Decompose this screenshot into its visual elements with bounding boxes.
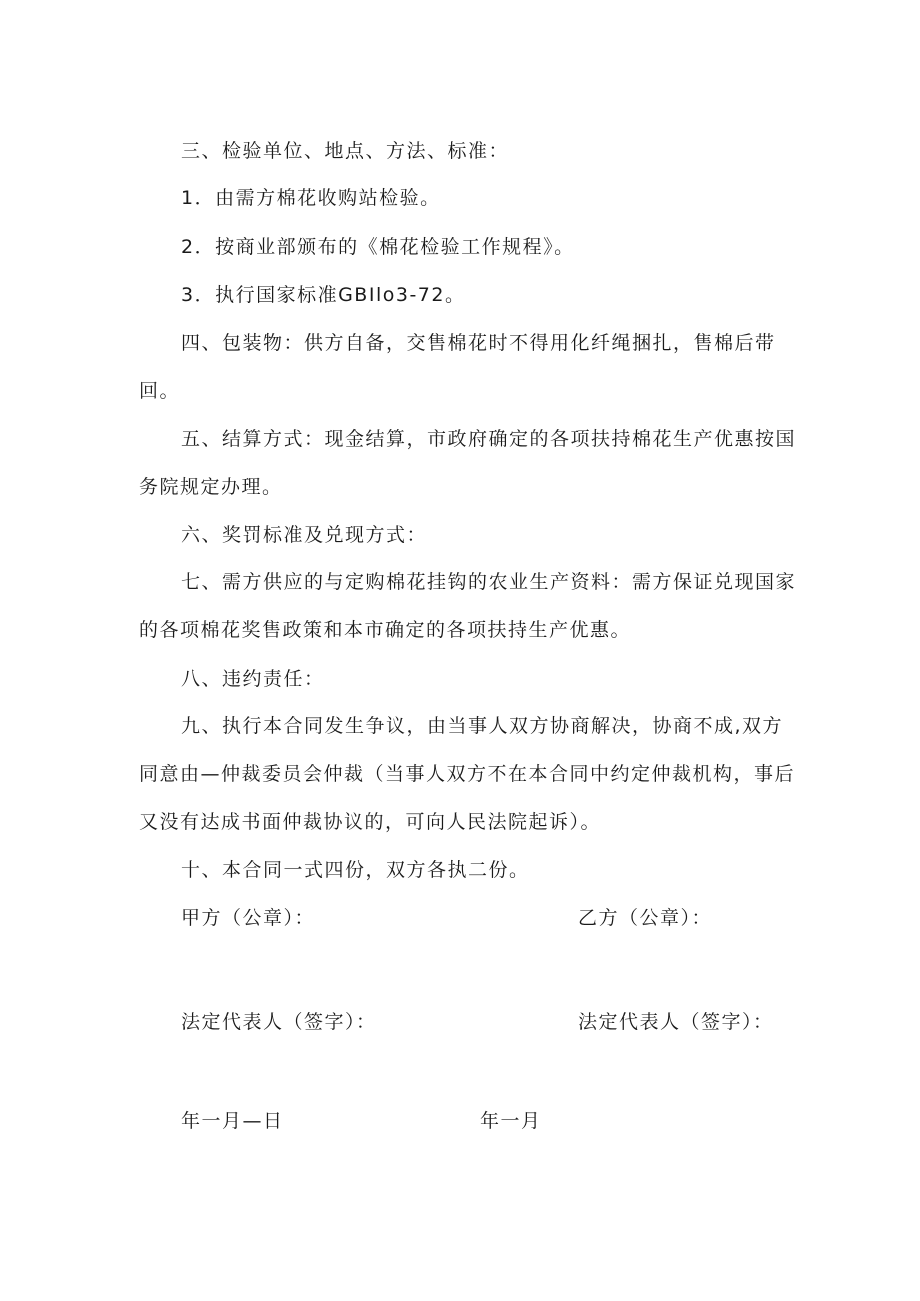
party-b-date: 年一月 bbox=[480, 1110, 542, 1132]
section-4-line-2: 回。 bbox=[139, 380, 181, 402]
section-7-line-2: 的各项棉花奖售政策和本市确定的各项扶持生产优惠。 bbox=[139, 619, 632, 641]
party-a-seal-label: 甲方（公章）： bbox=[181, 907, 316, 929]
party-a-representative-label: 法定代表人（签字）： bbox=[181, 1011, 377, 1033]
section-4-line-1: 四、包装物：供方自备，交售棉花时不得用化纤绳捆扎，售棉后带 bbox=[181, 332, 776, 354]
section-3-title: 三、检验单位、地点、方法、标准： bbox=[181, 140, 510, 162]
section-10: 十、本合同一式四份，双方各执二份。 bbox=[181, 859, 530, 881]
section-3-item-1: 1．由需方棉花收购站检验。 bbox=[181, 187, 441, 209]
section-5-line-2: 务院规定办理。 bbox=[139, 476, 283, 498]
section-5-line-1: 五、结算方式：现金结算，市政府确定的各项扶持棉花生产优惠按国 bbox=[181, 428, 797, 450]
party-b-seal-label: 乙方（公章）： bbox=[578, 907, 713, 929]
section-3-item-3: 3．执行国家标准GBIlo3-72。 bbox=[181, 284, 466, 306]
party-b-representative-label: 法定代表人（签字）： bbox=[578, 1011, 774, 1033]
section-6: 六、奖罚标准及兑现方式： bbox=[181, 524, 428, 546]
party-a-date: 年一月—日 bbox=[181, 1110, 284, 1132]
section-9-line-3: 又没有达成书面仲裁协议的，可向人民法院起诉）。 bbox=[139, 811, 602, 833]
section-8: 八、违约责任： bbox=[181, 668, 325, 690]
section-7-line-1: 七、需方供应的与定购棉花挂钩的农业生产资料：需方保证兑现国家 bbox=[181, 571, 797, 593]
section-3-item-2: 2．按商业部颁布的《棉花检验工作规程》。 bbox=[181, 236, 575, 258]
section-9-line-2: 同意由—仲裁委员会仲裁（当事人双方不在本合同中约定仲裁机构，事后 bbox=[139, 763, 796, 785]
section-9-line-1: 九、执行本合同发生争议，由当事人双方协商解决，协商不成,双方 bbox=[181, 715, 784, 737]
